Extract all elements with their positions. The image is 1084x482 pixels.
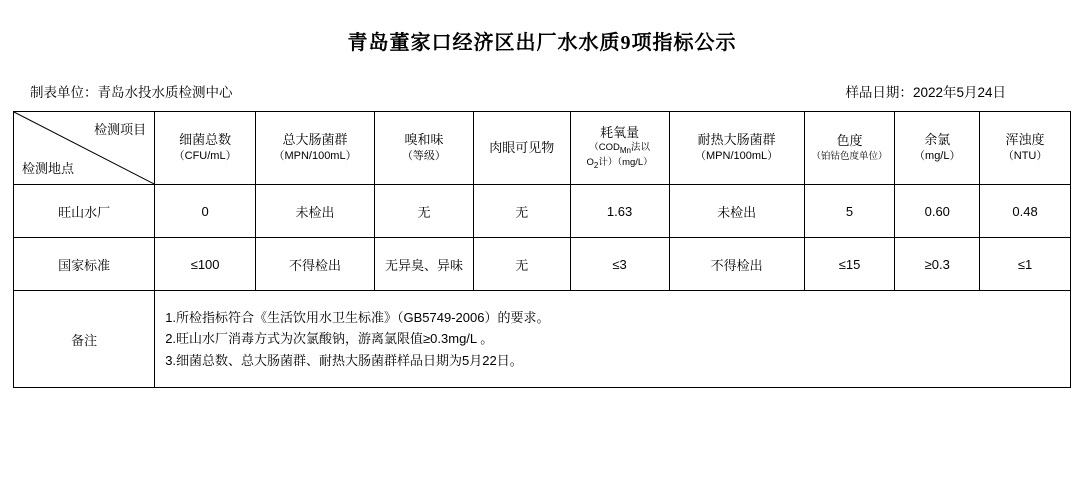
header-col-thermotolerant-coliform (669, 112, 804, 185)
header-col-bacteria-count (155, 112, 256, 185)
header-unit-2 (574, 157, 666, 171)
cell-total-coliform: 不得检出 (256, 238, 375, 291)
note-line-3: 3.细菌总数、总大肠菌群、耐热大肠菌群样品日期为5月22日。 (165, 352, 523, 368)
note-body (155, 291, 1071, 388)
header-col-chromaticity (804, 112, 895, 185)
unit-part-1: （COD (589, 142, 620, 154)
table-row (14, 238, 1071, 291)
page-title: 青岛董家口经济区出厂水水质9项指标公示 (347, 32, 737, 54)
header-name: 总大肠菌群 (282, 132, 348, 147)
maker-label: 制表单位： (30, 85, 98, 100)
cell-odor-taste: 无异臭、异味 (375, 238, 474, 291)
cell-bacteria-count: 0 (155, 185, 256, 238)
cell-bacteria-count: ≤100 (155, 238, 256, 291)
header-col-visible-matter (473, 112, 570, 185)
cell-oxygen-consumption: ≤3 (570, 238, 669, 291)
header-col-turbidity (980, 112, 1071, 185)
header-unit (574, 142, 666, 156)
cell-residual-chlorine: 0.60 (895, 185, 980, 238)
unit-part-4: 计）（mg/L） (598, 157, 653, 169)
header-unit: （mg/L） (914, 150, 961, 163)
cell-thermotolerant-coliform: 不得检出 (669, 238, 804, 291)
note-line-1: 1.所检指标符合《生活饮用水卫生标准》（GB5749-2006）的要求。 (165, 309, 550, 325)
header-unit: （MPN/100mL） (273, 150, 357, 163)
header-name: 色度 (836, 133, 863, 149)
table-header-row (14, 112, 1071, 185)
maker-info (30, 81, 233, 101)
header-name: 余氯 (924, 132, 951, 147)
unit-part-3: O (586, 157, 594, 169)
header-name: 肉眼可见物 (489, 139, 555, 155)
unit-sub-2: 2 (593, 161, 599, 171)
header-name: 细菌总数 (179, 132, 232, 147)
header-unit: （等级） (401, 150, 446, 163)
cell-chromaticity: ≤15 (804, 238, 895, 291)
table-row (14, 185, 1071, 238)
cell-chromaticity: 5 (804, 185, 895, 238)
cell-visible-matter: 无 (473, 185, 570, 238)
header-col-odor-taste (375, 112, 474, 185)
header-corner-cell (14, 112, 155, 185)
note-line-2: 2.旺山水厂消毒方式为次氯酸钠，游离氯限值≥0.3mg/L 。 (165, 331, 494, 347)
cell-visible-matter: 无 (473, 238, 570, 291)
cell-residual-chlorine: ≥0.3 (895, 238, 980, 291)
cell-turbidity: 0.48 (980, 185, 1071, 238)
water-quality-table (13, 111, 1071, 388)
cell-turbidity: ≤1 (980, 238, 1071, 291)
corner-top-right-label: 检测项目 (94, 122, 147, 137)
header-name: 耐热大肠菌群 (697, 132, 776, 147)
sample-date-label: 样品日期： (845, 85, 913, 100)
header-name: 嗅和味 (404, 132, 444, 147)
header-unit: （CFU/mL） (173, 150, 237, 163)
header-name: 浑浊度 (1005, 132, 1045, 147)
unit-sub-1: Mn (619, 146, 631, 156)
header-col-residual-chlorine (895, 112, 980, 185)
header-col-oxygen-consumption (570, 112, 669, 185)
header-col-total-coliform (256, 112, 375, 185)
maker-value: 青岛水投水质检测中心 (97, 85, 233, 100)
cell-oxygen-consumption: 1.63 (570, 185, 669, 238)
cell-odor-taste: 无 (375, 185, 474, 238)
header-unit: （NTU） (1002, 150, 1048, 163)
row-label: 旺山水厂 (14, 185, 155, 238)
header-unit: （铂钴色度单位） (811, 150, 888, 162)
table-note-row (14, 291, 1071, 388)
cell-thermotolerant-coliform: 未检出 (669, 185, 804, 238)
unit-part-2: 法以 (630, 142, 650, 154)
note-label: 备注 (14, 291, 155, 388)
sample-date-info (845, 81, 1006, 101)
document-page (0, 26, 1084, 482)
row-label: 国家标准 (14, 238, 155, 291)
header-name: 耗氧量 (600, 124, 640, 140)
sample-date-value: 2022年5月24日 (912, 85, 1006, 100)
cell-total-coliform: 未检出 (256, 185, 375, 238)
header-unit: （MPN/100mL） (695, 150, 779, 163)
meta-row (30, 81, 1066, 101)
corner-bottom-left-label: 检测地点 (22, 161, 75, 176)
